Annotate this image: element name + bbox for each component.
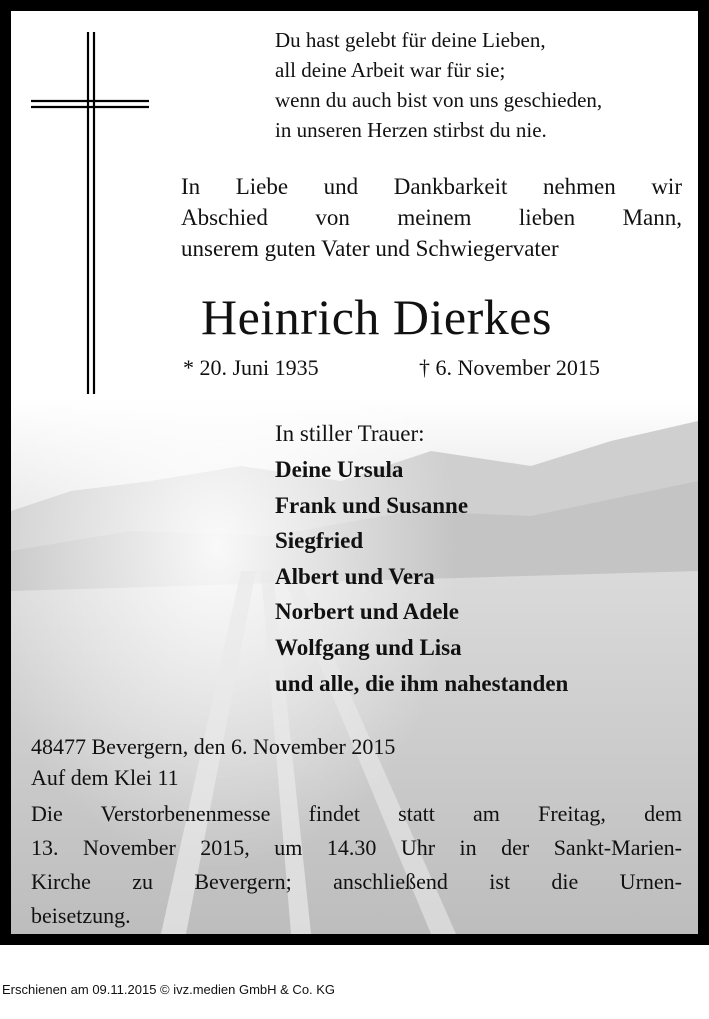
poem-line: wenn du auch bist von uns geschieden,: [275, 88, 603, 112]
notice-line: Kirche zu Bevergern; anschließend ist die Urnen-: [31, 869, 682, 894]
funeral-notice: [31, 797, 682, 933]
mourner: und alle, die ihm nahestanden: [275, 670, 569, 696]
cross-icon: [31, 32, 151, 394]
street-address: Auf dem Klei 11: [31, 765, 179, 790]
mourner: Siegfried: [275, 528, 364, 554]
place-and-date: 48477 Bevergern, den 6. November 2015: [31, 734, 396, 759]
mourner: Wolfgang und Lisa: [275, 634, 462, 660]
notice-line: beisetzung.: [31, 903, 131, 928]
address-block: [31, 731, 691, 793]
poem: [275, 25, 695, 145]
intro-line: Abschied von meinem lieben Mann,: [181, 205, 682, 230]
mourner: Deine Ursula: [275, 457, 404, 482]
mourners-list: [275, 416, 695, 701]
poem-line: Du hast gelebt für deine Lieben,: [275, 28, 546, 52]
death-date: † 6. November 2015: [419, 355, 600, 380]
publication-footer: Erschienen am 09.11.2015 © ivz.medien GmbH & Co. KG: [2, 982, 336, 997]
mourning-label: In stiller Trauer:: [275, 421, 425, 446]
mourner: Norbert und Adele: [275, 599, 459, 625]
notice-line: Die Verstorbenenmesse findet statt am Freitag, dem: [31, 801, 682, 826]
intro-text: [181, 171, 682, 264]
poem-line: all deine Arbeit war für sie;: [275, 58, 506, 82]
mourner: Albert und Vera: [275, 563, 435, 589]
intro-line: unserem guten Vater und Schwiegervater: [181, 236, 559, 261]
notice-line: 13. November 2015, um 14.30 Uhr in der Sankt-Marien-: [31, 835, 682, 860]
deceased-name: Heinrich Dierkes: [201, 289, 552, 345]
birth-date: * 20. Juni 1935: [183, 355, 319, 380]
mourner: Frank und Susanne: [275, 492, 469, 518]
poem-line: in unseren Herzen stirbst du nie.: [275, 118, 547, 142]
intro-line: In Liebe und Dankbarkeit nehmen wir: [181, 174, 682, 199]
